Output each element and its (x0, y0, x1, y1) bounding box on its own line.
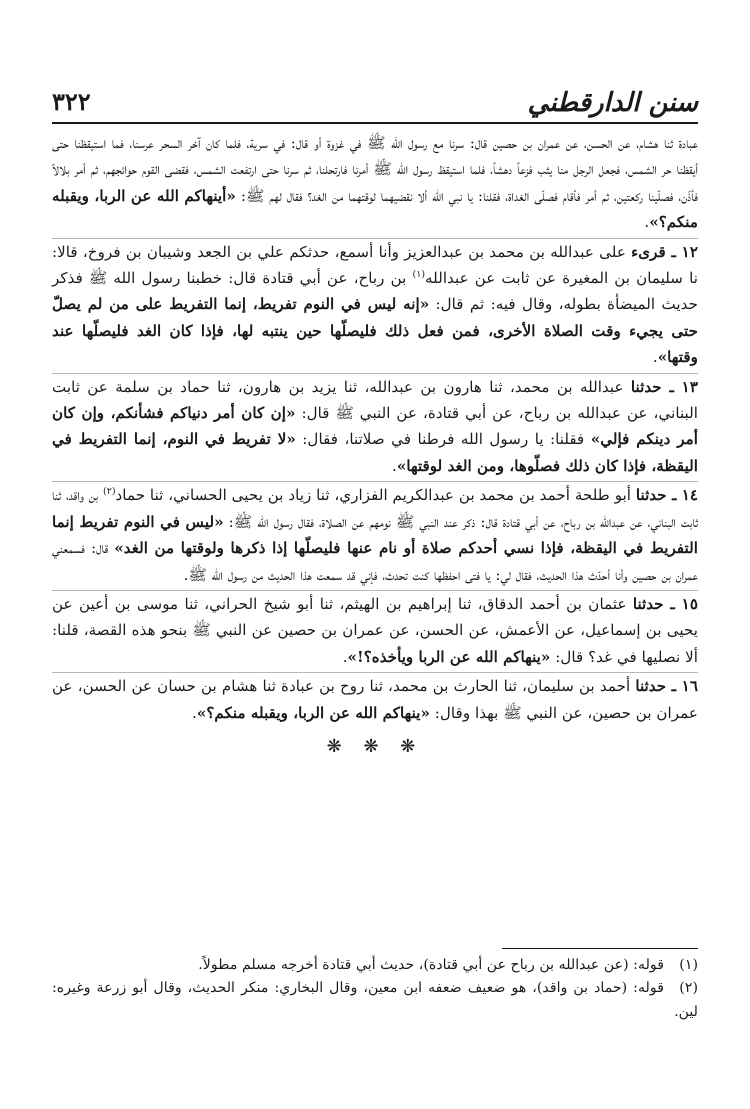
page-header (52, 64, 698, 124)
footnote (52, 954, 698, 977)
footnote-ref: (٢) (103, 486, 116, 498)
footnote-marker: (١) (679, 957, 698, 973)
isnad-text: . (342, 647, 348, 666)
footnotes (52, 954, 698, 1024)
isnad-text: عبدالله بن محمد، ثنا هارون بن عبدالله، ثنا يزيد بن هارون، ثنا حماد بن سلمة عن ثابت البناني، عن عبدالله بن رباح، عن أبي قتادة، عن النبي ﷺ قال: (52, 377, 698, 423)
isnad-text: عبادة ثنا هشام، عن الحسن، عن عمران بن حصين قال: سرنا مع رسول الله ﷺ في غزوة أو قال: في سرية، فلما كان آخر السحر عرسنا، فما استيقظنا حتى أيقظنا حر الشمس، فجعل الرجل منا يثب فزعاً دهشاً، فلما استيقظ رسول الله ﷺ أمرنا فارتحلنا، ثم سرنا حتى ارتفعت الشمس، فقضى القوم حوائجهم، ثم أمر بلالاً فأذّن، فصلّينا ركعتين، ثم أمر فأقام فصلّى الغداة، فقلنا: يا نبي الله ألا نقضيهما لوقتهما من الغد؟ فقال لهم ﷺ: (52, 134, 699, 205)
isnad-text: عثمان بن أحمد الدقاق، ثنا إبراهيم بن الهيثم، ثنا أبو شيخ الحراني، ثنا موسى بن أعين عن يحيى بن إسماعيل، عن الأعمش، عن الحسن، عن عمران بن حصين عن النبي ﷺ بنحو هذه القصة، قلنا: ألا نصليها في غد؟ قال: (52, 594, 698, 666)
hadith-quote: «ينهاكم الله عن الربا ويأخذه؟!» (347, 647, 551, 666)
page (52, 0, 698, 757)
book-title: سنن الدارقطني (527, 88, 698, 118)
isnad-text: . (652, 348, 658, 367)
isnad-text: بن واقد، ثنا ثابت البناني، عن عبدالله بن رباح، عن أبي قتادة قال: ذكر عند النبي ﷺ نومهم عن الصلاة، فقال رسول الله ﷺ: (52, 486, 698, 531)
footnote-rule (502, 948, 698, 949)
hadith-number: ١٦ ـ حدثنا (635, 677, 698, 696)
hadith-paragraph (52, 239, 698, 371)
footnote-text: قوله: (حماد بن واقد)، هو ضعيف ضعفه ابن معين، وقال البخاري: منكر الحديث، وقال أبو زرعة وغيره: لين. (52, 980, 698, 1020)
hadith-quote: «إن كان أمر دنياكم فشأنكم، وإن كان أمر دينكم فإلي» (52, 404, 699, 449)
isnad-text: . (644, 213, 650, 232)
isnad-text: قال: فسمعني عمران بن حصين وأنا أحدّث هذا الحديث، فقال لي: يا فتى احفظها كنت تحدث، فإني قد سمعت هذا الحديث من رسول الله ﷺ. (52, 539, 698, 584)
footnote-marker: (٢) (679, 980, 698, 997)
page-number: ٣٢٢ (52, 87, 91, 116)
hadith-quote: «أينهاكم الله عن الربا، ويقبله منكم؟» (52, 186, 698, 232)
hadith-number: ١٣ ـ حدثنا (630, 377, 698, 396)
hadith-paragraph (52, 374, 698, 480)
hadith-paragraph (52, 673, 698, 726)
footnote (52, 977, 698, 1024)
main-text (52, 130, 698, 726)
hadith-number: ١٢ ـ قرىء (631, 242, 698, 261)
hadith-number: ١٥ ـ حدثنا (632, 594, 698, 613)
hadith-number: ١٤ ـ حدثنا (635, 486, 699, 505)
footnote-text: قوله: (عن عبدالله بن رباح عن أبي قتادة)، حديث أبي قتادة أخرجه مسلم مطولاً. (198, 957, 664, 973)
isnad-text: بن رباح، عن أبي قتادة قال: خطبنا رسول الله ﷺ فذكر حديث الميضأة بطوله، وقال فيه: ثم قال: (52, 269, 698, 314)
isnad-text: أبو طلحة أحمد بن محمد بن عبدالكريم الفزاري، ثنا زياد بن يحيى الحساني، ثنا حماد (115, 486, 636, 505)
hadith-quote: «ينهاكم الله عن الربا، ويقبله منكم؟» (196, 703, 430, 722)
isnad-text: أحمد بن سليمان، ثنا الحارث بن محمد، ثنا روح بن عبادة ثنا هشام بن حسان عن الحسن، عن عمران بن حصين، عن النبي ﷺ بهذا وقال: (52, 677, 698, 722)
section-separator: ❋ ❋ ❋ (326, 735, 424, 757)
isnad-text: على عبدالله بن محمد بن عبدالعزيز وأنا أسمع، حدثكم علي بن الجعد وشيبان بن فروخ، قالا: نا سليمان بن المغيرة عن ثابت عن عبدالله (52, 242, 698, 288)
footnote-ref: (١) (412, 268, 426, 280)
hadith-paragraph (52, 591, 698, 670)
isnad-text: . (192, 703, 197, 722)
isnad-text: فقلنا: يا رسول الله فرطنا في صلاتنا، فقال: (295, 430, 591, 449)
hadith-quote: «إنه ليس في النوم تفريط، إنما التفريط على من لم يصلّ حتى يجيء وقت الصلاة الأخرى، فمن فعل ذلك فليصلّها حين ينتبه لها، فإذا كان الغد فليصلّها عند وقتها» (52, 295, 698, 367)
hadith-quote: «لا تفريط في النوم، إنما التفريط في اليقظة، فإذا كان ذلك فصلّوها، ومن الغد لوقتها» (52, 430, 698, 475)
hadith-quote: «ليس في النوم تفريط إنما التفريط في اليقظة، فإذا نسي أحدكم صلاة أو نام عنها فليصلّها إذا ذكرها ولوقتها من الغد» (52, 512, 698, 558)
isnad-text: . (392, 456, 397, 475)
hadith-paragraph (52, 130, 698, 236)
hadith-paragraph (52, 482, 698, 588)
